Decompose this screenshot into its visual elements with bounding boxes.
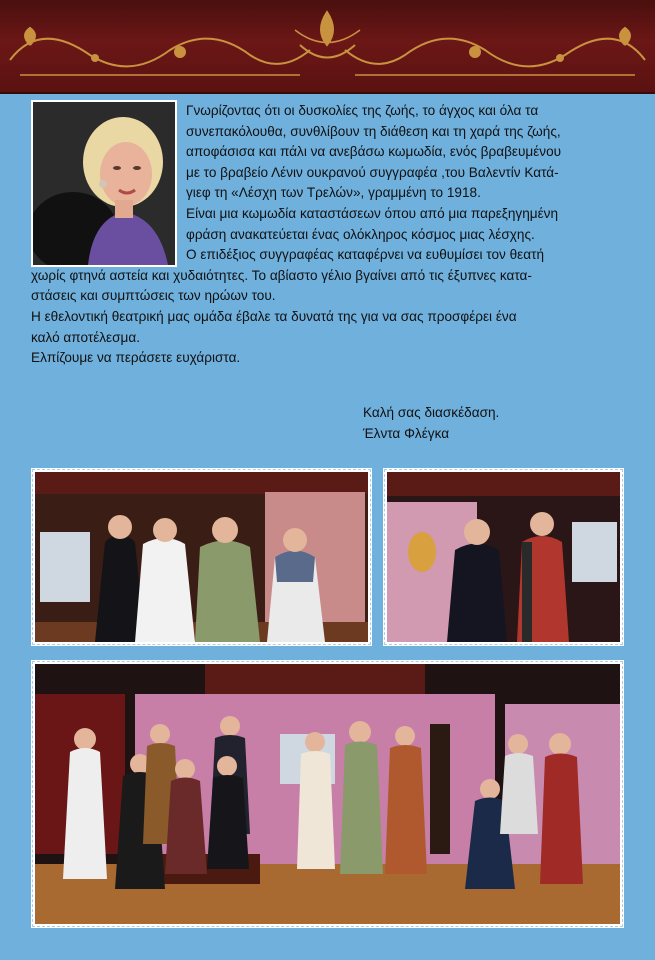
signoff	[363, 402, 499, 444]
ornament-icon	[0, 0, 655, 92]
signature: Έλντα Φλέγκα	[363, 426, 450, 441]
text-line: με το βραβείο Λένιν ουκρανού συγγραφέα ,του Βαλεντίν Κατά-	[186, 164, 559, 180]
text-line: καλό αποτέλεσμα.	[31, 329, 140, 345]
text-line: Ελπίζουμε να περάσετε ευχάριστα.	[31, 350, 241, 366]
text-line: Η εθελοντική θεατρική μας ομάδα έβαλε τα δυνατά της για να σας προσφέρει ένα	[31, 308, 517, 324]
stage-photo-group-of-four	[31, 468, 372, 646]
article-text	[31, 101, 631, 369]
text-line: στάσεις και συμπτώσεις των ηρώων του.	[31, 288, 276, 304]
text-line: Γνωρίζοντας ότι οι δυσκολίες της ζωής, το άγχος και όλα τα	[186, 103, 539, 118]
text-line: χωρίς φτηνά αστεία και χυδαιότητες. Το αβίαστο γέλιο βγαίνει από τις έξυπνες κατα-	[31, 267, 532, 283]
text-line: Ο επιδέξιος συγγραφέας καταφέρνει να ευθυμίσει τον θεατή	[186, 247, 545, 263]
text-line: συνεπακόλουθα, συνθλίβουν τη διάθεση και τη χαρά της ζωής,	[186, 123, 561, 139]
text-line: Είναι μια κωμωδία καταστάσεων όπου από μια παρεξηγημένη	[186, 205, 559, 221]
stage-photo-full-cast	[31, 660, 624, 928]
ornamental-banner	[0, 0, 655, 94]
text-line: αποφάσισα και πάλι να ανεβάσω κωμωδία, ενός βραβευμένου	[186, 144, 562, 160]
text-line: γιεφ τη «Λέσχη των Τρελών», γραμμένη το 1918.	[186, 185, 481, 201]
stage-photo-couple	[383, 468, 624, 646]
text-line: φράση ανακατεύεται ένας ολόκληρος κόσμος μιας λέσχης.	[186, 226, 535, 242]
closing-line: Καλή σας διασκέδαση.	[363, 405, 500, 420]
